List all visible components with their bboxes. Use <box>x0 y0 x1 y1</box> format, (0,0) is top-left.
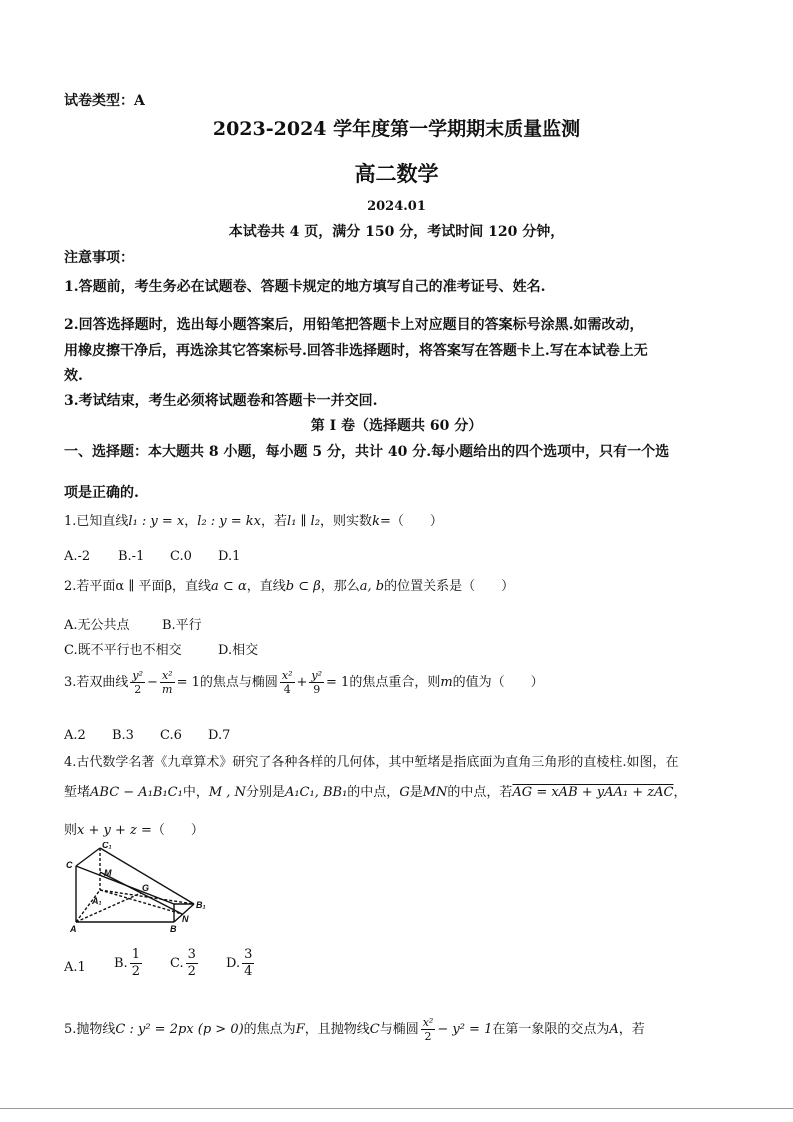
q4-option-a-letter: A. <box>64 960 78 975</box>
q4-mid3: 的中点， <box>347 785 400 800</box>
q1-option-c: C.0 <box>170 549 192 564</box>
q1-option-d: D.1 <box>218 549 241 564</box>
q1-end: ，则实数 <box>320 514 373 529</box>
exam-type: 试卷类型：A <box>64 93 145 109</box>
q4-option-b-letter: B. <box>114 956 128 971</box>
q5-f: F <box>295 1022 305 1037</box>
exam-date: 2024.01 <box>367 199 426 214</box>
q1-condition: l₁ ∥ l₂ <box>287 514 321 529</box>
q5-end: 在第一象限的交点为 <box>492 1022 610 1037</box>
note-2-line3: 效. <box>64 368 83 384</box>
q1-blank: =（ ） <box>379 514 443 529</box>
q5-ell-rest: − y² = 1 <box>437 1022 493 1037</box>
q5-tail: ，若 <box>618 1022 645 1037</box>
q3-hyperbola-term2 <box>160 669 175 696</box>
q4-option-c-frac <box>186 947 198 980</box>
question-4-line1: 4.古代数学名著《九章算术》研究了各种各样的几何体，其中堑堵是指底面为直角三角形的直棱柱.如图，在 <box>64 755 679 770</box>
q2-ab: a, b <box>359 579 385 594</box>
q4-g: G <box>399 785 410 800</box>
label-g: G <box>142 883 150 893</box>
q4-mid5: 的中点，若 <box>447 785 513 800</box>
q2-plane: 平面 <box>138 579 165 594</box>
q5-a: A <box>609 1022 619 1037</box>
q3-hyp-den2: m <box>162 683 173 696</box>
question-4-line3 <box>64 819 204 838</box>
label-m: M <box>104 868 112 878</box>
q3-eq2: = 1 <box>326 675 350 690</box>
q2-a-in-alpha: a ⊂ α <box>211 579 247 594</box>
q2-line-a: ，直线 <box>172 579 212 594</box>
q2-alpha: α <box>115 579 125 594</box>
q4-option-d <box>226 947 256 980</box>
q1-prefix: 1.已知直线 <box>64 514 129 529</box>
label-n: N <box>182 914 189 924</box>
q1-line1: l₁ : y = x <box>128 514 185 529</box>
q3-end: 的焦点重合，则 <box>349 675 441 690</box>
q3-plus: + <box>296 675 308 690</box>
q2-line-b: ，直线 <box>246 579 286 594</box>
q1-line2: l₂ : y = kx <box>197 514 262 529</box>
q4-option-c-den: 2 <box>187 964 196 979</box>
q4-option-b <box>114 947 144 980</box>
q3-ell-den1: 4 <box>283 683 291 696</box>
q5-mid3: 与椭圆 <box>379 1022 419 1037</box>
q3-option-d: D.7 <box>208 728 231 743</box>
exam-subject: 高二数学 <box>354 161 439 186</box>
note-2-line2: 用橡皮擦干净后，再选涂其它答案标号.回答非选择题时，将答案写在答题卡上.写在本试卷上无 <box>64 343 648 359</box>
label-b: B <box>170 924 177 934</box>
q4-option-d-num: 3 <box>244 947 253 962</box>
question-4-line2 <box>64 781 686 800</box>
q3-mid: 的焦点与椭圆 <box>199 675 278 690</box>
q3-var: m <box>440 675 453 690</box>
q4-option-b-frac <box>130 947 142 980</box>
label-a: A <box>70 924 77 934</box>
q5-c: C <box>369 1022 380 1037</box>
q1-mid: ，若 <box>261 514 288 529</box>
page-bottom-divider <box>0 1108 793 1109</box>
q1-option-a: A.-2 <box>64 549 91 564</box>
q5-mid: 的焦点为 <box>243 1022 296 1037</box>
q2-option-a: A.无公共点 <box>64 618 130 633</box>
q4-mn2: MN <box>422 785 448 800</box>
q3-hyp-den1: 2 <box>134 683 142 696</box>
q4-prism: ABC − A₁B₁C₁ <box>90 785 183 800</box>
q4-option-d-den: 4 <box>244 964 253 979</box>
q2-option-d: D.相交 <box>218 643 259 658</box>
q3-ell-den2: 9 <box>313 683 321 696</box>
q4-prism-figure <box>64 842 224 934</box>
q4-option-b-den: 2 <box>131 964 140 979</box>
q4-option-c-num: 3 <box>187 947 196 962</box>
q3-ell-num2: y² <box>311 669 323 682</box>
q4-option-c-letter: C. <box>170 956 184 971</box>
q4-mid: 中， <box>182 785 209 800</box>
q3-prefix: 3.若双曲线 <box>64 675 129 690</box>
q3-hyperbola-term1 <box>130 669 145 696</box>
q2-parallel: ∥ <box>128 579 135 594</box>
label-c1: C₁ <box>102 842 112 850</box>
section-instruction-line2: 项是正确的. <box>64 485 139 501</box>
question-2 <box>64 575 514 594</box>
q4-mn: M , N <box>208 785 246 800</box>
q4-option-c <box>170 947 200 980</box>
exam-title: 2023-2024 学年度第一学期期末质量监测 <box>212 118 581 140</box>
q1-var: k <box>372 514 380 529</box>
q4-mid2: 分别是 <box>245 785 285 800</box>
q4-line2-end: ， <box>673 785 687 800</box>
exam-info: 本试卷共 4 页，满分 150 分，考试时间 120 分钟， <box>228 224 565 240</box>
label-b1: B₁ <box>196 900 206 910</box>
q4-sum: x + y + z = <box>77 823 152 838</box>
q4-edges: A₁C₁, BB₁ <box>284 785 348 800</box>
question-3 <box>64 669 544 696</box>
q2-option-c: C.既不平行也不相交 <box>64 643 182 658</box>
q3-eq1: = 1 <box>176 675 200 690</box>
note-3: 3.考试结束，考生必须将试题卷和答题卡一并交回. <box>64 393 378 409</box>
q4-option-d-frac <box>242 947 254 980</box>
note-1: 1.答题前，考生务必在试题卷、答题卡规定的地方填写自己的准考证号、姓名. <box>64 279 546 295</box>
q5-ellipse-frac <box>421 1016 436 1043</box>
q4-mid4: 是 <box>409 785 423 800</box>
q5-ell-den: 2 <box>424 1030 432 1043</box>
q2-beta: β <box>164 579 173 594</box>
q4-prefix: 堑堵 <box>64 785 91 800</box>
note-2-line1: 2.回答选择题时，选出每小题答案后，用铅笔把答题卡上对应题目的答案标号涂黑.如需改动， <box>64 317 644 333</box>
q5-ell-num: x² <box>422 1016 434 1029</box>
q5-mid2: ，且抛物线 <box>304 1022 370 1037</box>
q2-option-b: B.平行 <box>162 618 202 633</box>
notes-heading: 注意事项： <box>64 250 134 266</box>
q2-prefix: 2.若平面 <box>64 579 116 594</box>
q3-ellipse-term2 <box>309 669 324 696</box>
q3-hyp-num1: y² <box>132 669 144 682</box>
q4-option-a <box>64 960 86 975</box>
q3-option-a: A.2 <box>64 728 86 743</box>
question-5 <box>64 1016 645 1043</box>
question-1 <box>64 510 443 529</box>
q4-line3-prefix: 则 <box>64 823 78 838</box>
label-c: C <box>66 860 73 870</box>
q1-option-b: B.-1 <box>118 549 145 564</box>
q3-ellipse-term1 <box>280 669 295 696</box>
q2-tail: 的位置关系是（ ） <box>384 579 515 594</box>
q2-end: ，那么 <box>320 579 360 594</box>
q3-option-c: C.6 <box>160 728 182 743</box>
q3-minus: − <box>147 675 158 690</box>
q4-line3-end: （ ） <box>151 823 204 838</box>
q5-parabola: C : y² = 2px (p > 0) <box>115 1022 244 1037</box>
section-title: 第 I 卷（选择题共 60 分） <box>310 418 483 434</box>
label-a1: A₁ <box>92 896 102 906</box>
q4-option-a-value: 1 <box>77 960 86 975</box>
q4-option-d-letter: D. <box>226 956 241 971</box>
section-instruction-line1: 一、选择题：本大题共 8 小题，每小题 5 分，共计 40 分.每小题给出的四个选项中，只有一个选 <box>64 444 670 460</box>
q3-tail: 的值为（ ） <box>452 675 544 690</box>
q4-option-b-num: 1 <box>131 947 140 962</box>
q5-prefix: 5.抛物线 <box>64 1022 116 1037</box>
q3-ell-num1: x² <box>281 669 293 682</box>
q3-option-b: B.3 <box>112 728 134 743</box>
q2-b-in-beta: b ⊂ β <box>285 579 321 594</box>
q1-sep: ， <box>184 514 198 529</box>
q4-vector-equation: AG = xAB + yAA₁ + zAC <box>512 785 674 800</box>
q3-hyp-num2: x² <box>161 669 173 682</box>
